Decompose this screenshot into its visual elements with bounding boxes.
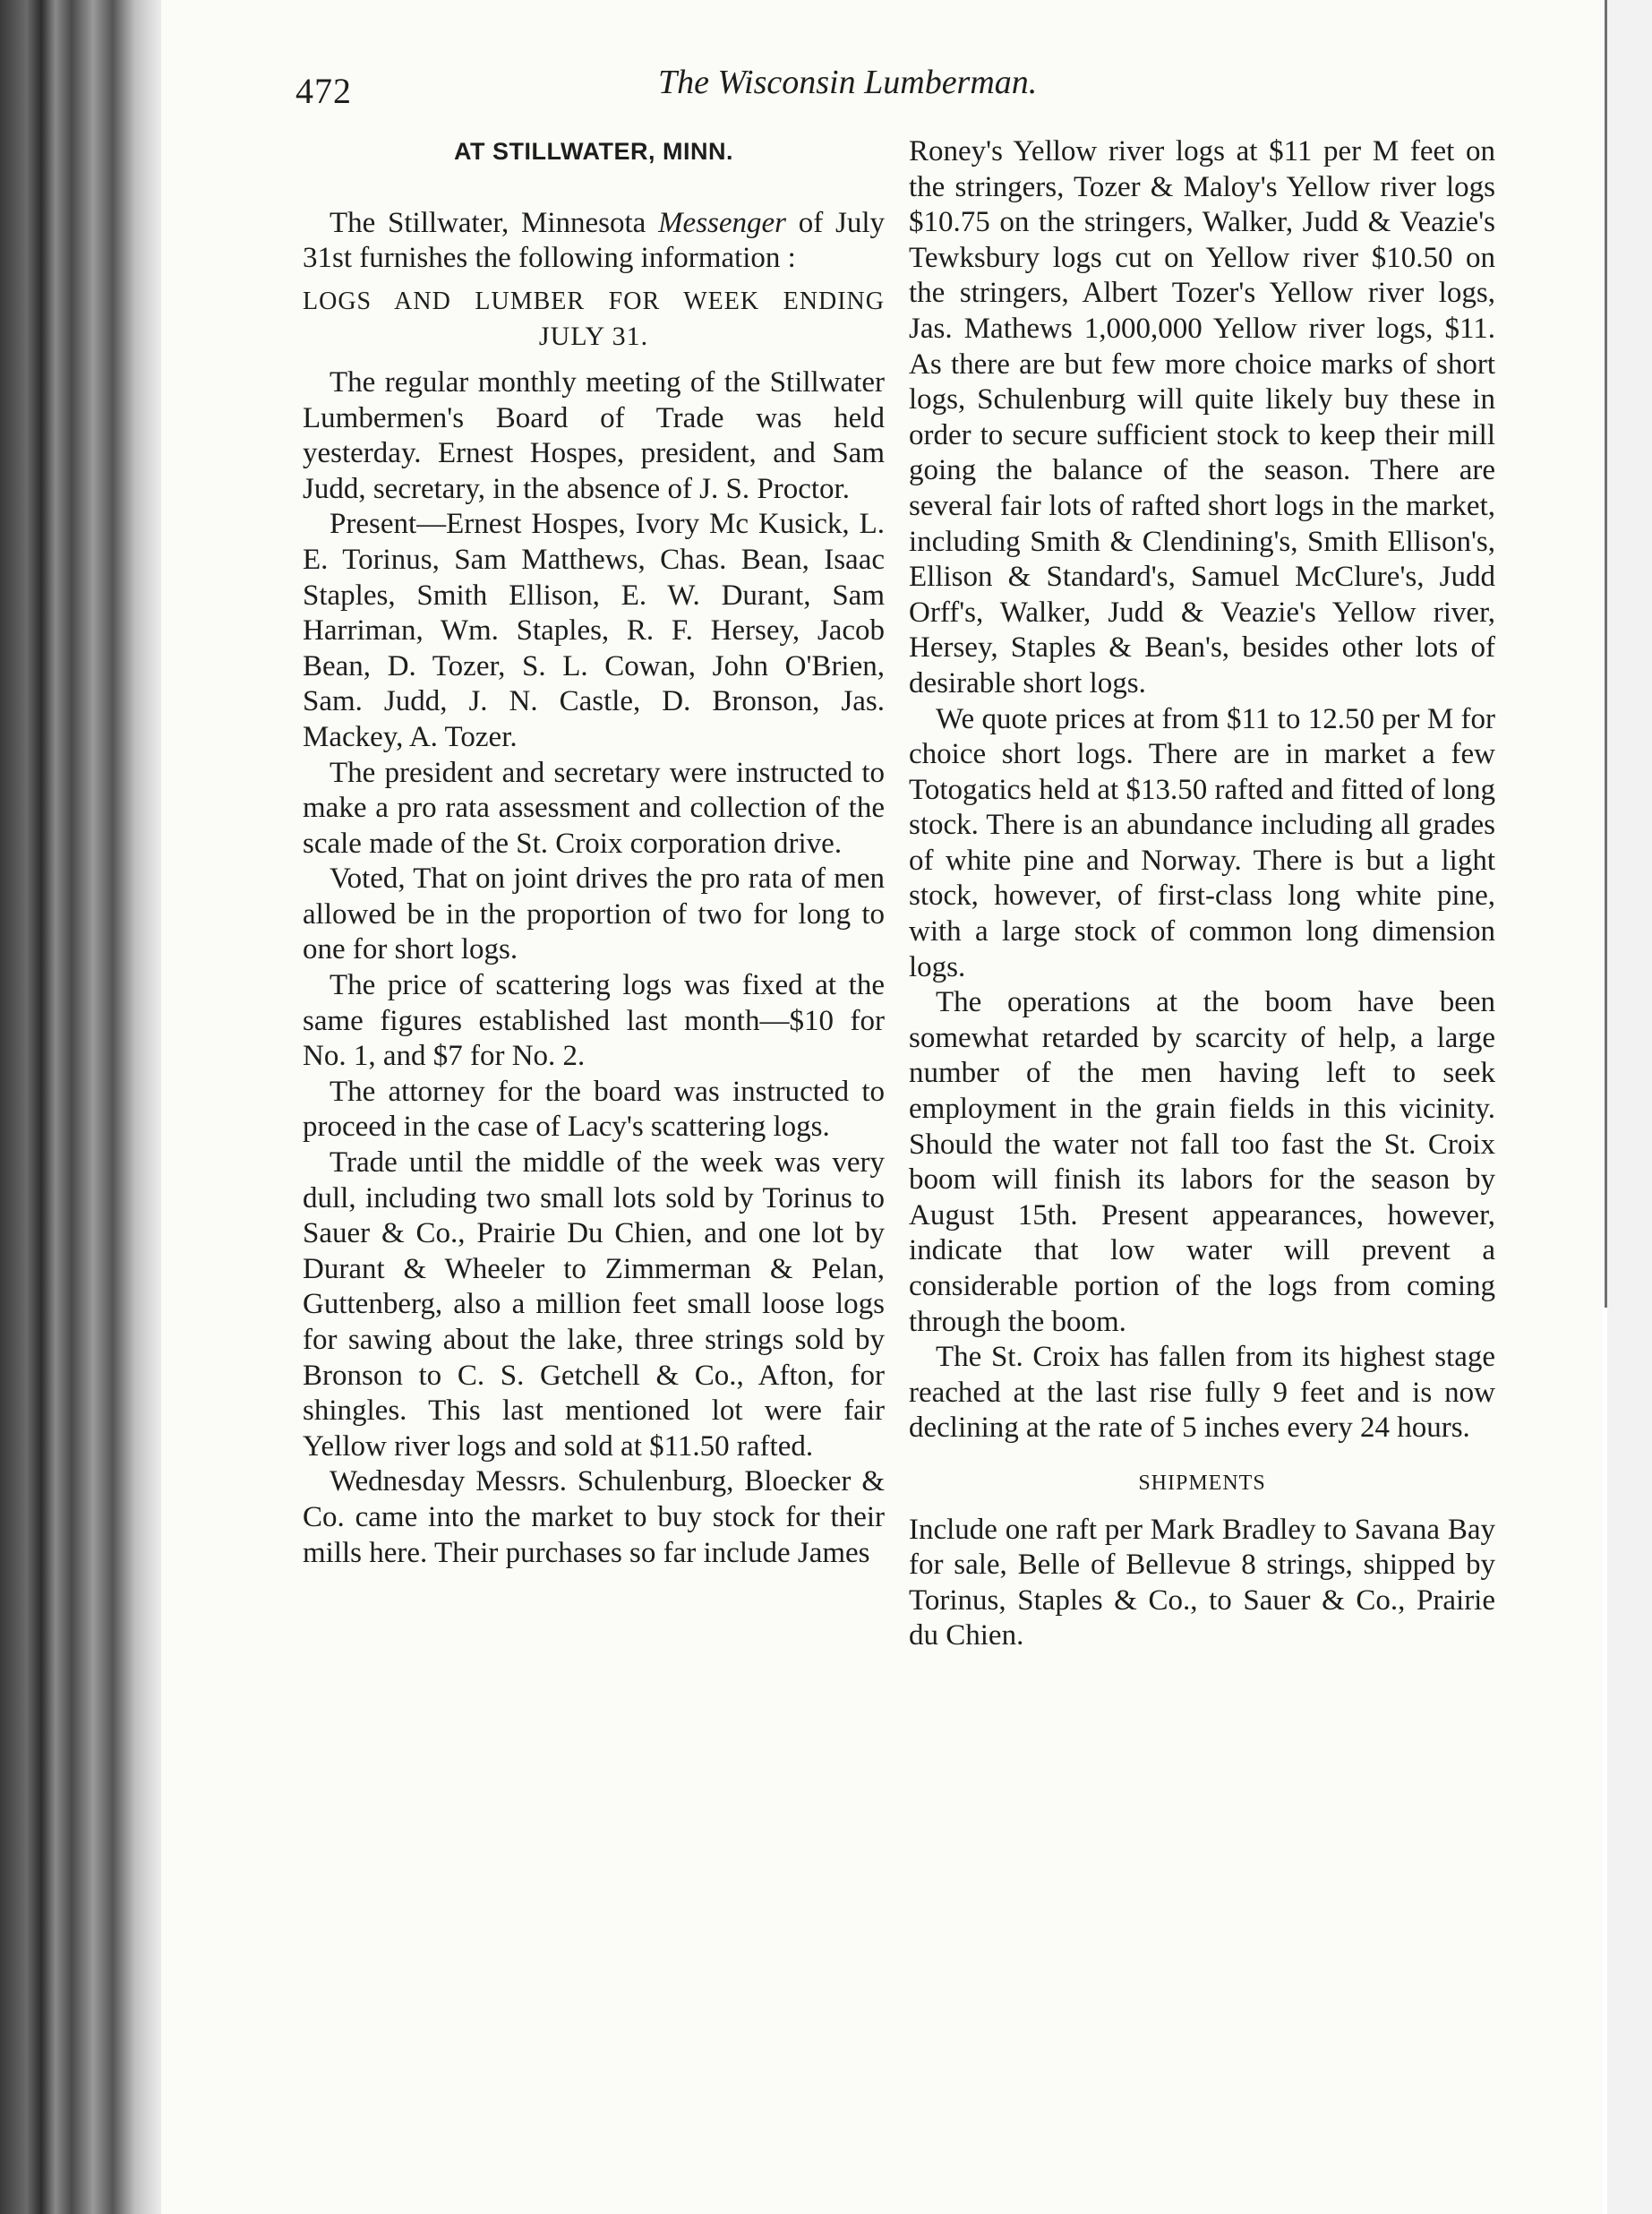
paragraph: The price of scattering logs was fixed at the same figures established last month—$10 for No. 1, and $7 for No. 2.	[303, 969, 885, 1073]
paragraph: The regular monthly meeting of the Stillwater Lumbermen's Board of Trade was held yesterday. Ernest Hospes, president, and Sam Judd, secretary, in the absence of J. S. Proctor.	[303, 365, 885, 505]
book-gutter	[0, 0, 161, 2214]
intro-text-after: of July 31st furnishes the following information :	[303, 206, 885, 275]
paragraph: The St. Croix has fallen from its highest stage reached at the last rise fully 9 feet and is now declining at the rate of 5 inches every 24 hours.	[909, 1341, 1495, 1445]
subhead-line-2: JULY 31.	[538, 322, 649, 352]
paragraph: Present—Ernest Hospes, Ivory Mc Kusick, L. E. Torinus, Sam Matthews, Chas. Bean, Isaac Staples, Smith Ellison, E. W. Durant, Sam Harriman, Wm. Staples, R. F. Hersey, Jacob Bean, D. Tozer, S. L. Cowan, John O'Brien, Sam. Judd, J. N. Castle, D. Bronson, Jas. Mackey, A. Tozer.	[303, 508, 885, 753]
right-column	[909, 134, 1495, 1654]
intro-paragraph	[303, 206, 885, 277]
paragraph: The attorney for the board was instructed to proceed in the case of Lacy's scattering logs.	[303, 1075, 885, 1144]
running-head: The Wisconsin Lumberman.	[658, 64, 1038, 101]
shipments-paragraph: Include one raft per Mark Bradley to Savana Bay for sale, Belle of Bellevue 8 strings, shipped by Torinus, Staples & Co., to Sauer & Co., Prairie du Chien.	[909, 1513, 1495, 1652]
page-number: 472	[295, 71, 352, 111]
paragraph-continued: Roney's Yellow river logs at $11 per M feet on the stringers, Tozer & Maloy's Yellow river logs $10.75 on the stringers, Walker, Judd & Veazie's Tewksbury logs cut on Yellow river $10.50 on the stringers, Albert Tozer's Yellow river logs, Jas. Mathews 1,000,000 Yellow river logs, $11. As there are but few more choice marks of short logs, Schulenburg will quite likely buy these in order to secure sufficient stock to keep their mill going the balance of the season. There are several fair lots of rafted short logs in the market, including Smith & Clendining's, Smith Ellison's, Ellison & Standard's, Samuel McClure's, Judd Orff's, Walker, Judd & Veazie's Yellow river, Hersey, Staples & Bean's, besides other lots of desirable short logs.	[909, 135, 1495, 699]
paragraph: Trade until the middle of the week was very dull, including two small lots sold by Torinus to Sauer & Co., Prairie Du Chien, and one lot by Durant & Wheeler to Zimmerman & Pelan, Guttenberg, also a million feet small loose logs for sawing about the lake, three strings sold by Bronson to C. S. Getchell & Co., Afton, for shingles. This last mentioned lot were fair Yellow river logs and sold at $11.50 rafted.	[303, 1146, 885, 1463]
shipments-heading: SHIPMENTS	[1138, 1471, 1266, 1495]
paragraph: We quote prices at from $11 to 12.50 per M for choice short logs. There are in market a few Totogatics held at $13.50 rafted and fitted of long stock. There is an abundance including all grades of white pine and Norway. There is but a light stock, however, of first-class long white pine, with a large stock of common long dimension logs.	[909, 702, 1495, 983]
left-column	[303, 134, 885, 1571]
subhead-line-1: LOGS AND LUMBER FOR WEEK ENDING	[303, 287, 885, 315]
outer-margin	[1607, 0, 1652, 2214]
intro-text-before: The Stillwater, Minnesota	[330, 206, 659, 239]
paragraph: The operations at the boom have been somewhat retarded by scarcity of help, a large number of the men having left to seek employment in the grain fields in this vicinity. Should the water not fall too fast the St. Croix boom will finish its labors for the season by August 15th. Present appearances, however, indicate that low water will prevent a considerable portion of the logs from coming through the boom.	[909, 986, 1495, 1338]
intro-italic: Messenger	[658, 206, 787, 239]
paragraph: The president and secretary were instructed to make a pro rata assessment and collection of the scale made of the St. Croix corporation drive.	[303, 756, 885, 860]
article-title: AT STILLWATER, MINN.	[454, 138, 733, 165]
paragraph: Wednesday Messrs. Schulenburg, Bloecker & Co. came into the market to buy stock for their mills here. Their purchases so far include James	[303, 1465, 885, 1569]
paragraph: Voted, That on joint drives the pro rata of men allowed be in the proportion of two for long to one for short logs.	[303, 862, 885, 966]
